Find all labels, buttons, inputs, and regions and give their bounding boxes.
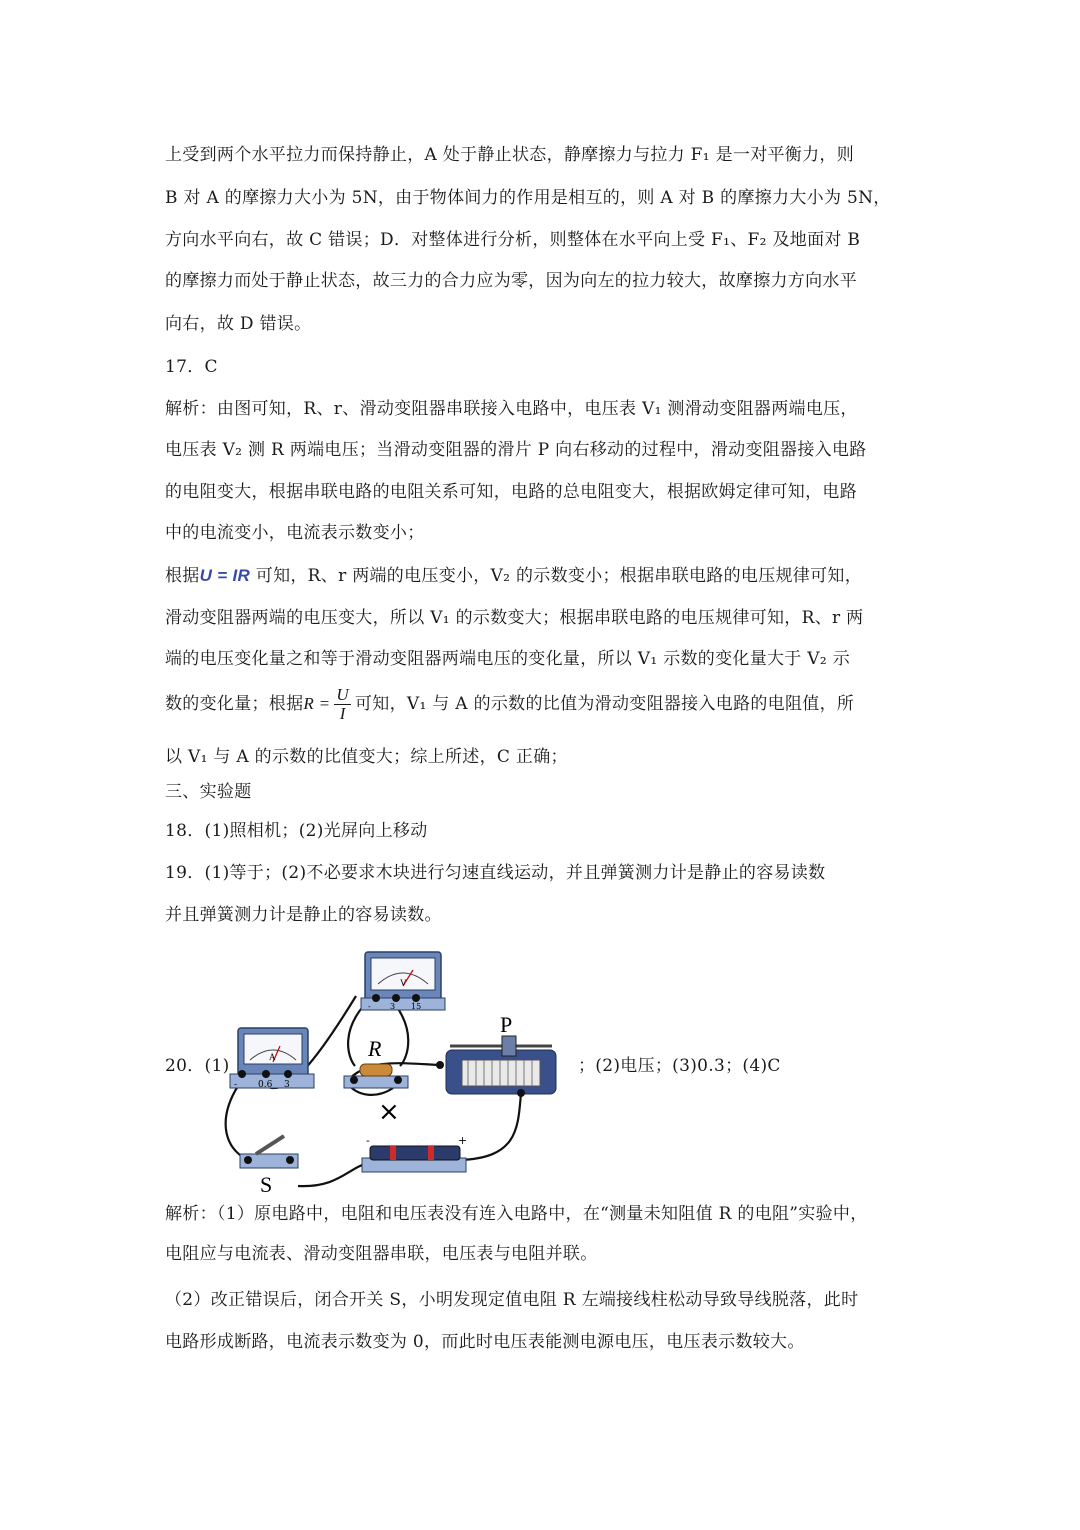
q17-line-5-pre: 根据 <box>165 566 200 586</box>
q16-line-2: B 对 A 的摩擦力大小为 5N，由于物体间力的作用是相互的，则 A 对 B 的摩擦力大小为 5N， <box>165 188 891 208</box>
q16-line-3: 方向水平向右，故 C 错误；D．对整体进行分析，则整体在水平向上受 F₁、F₂ 及地面对 B <box>165 230 861 250</box>
voltmeter-terminal-15: 15 <box>411 1002 422 1011</box>
battery-minus: - <box>366 1134 370 1147</box>
wire-battery-rheostat <box>460 1093 521 1160</box>
q18-answer: 18．(1)照相机；(2)光屏向上移动 <box>165 821 428 841</box>
resistor-label: R <box>368 1036 382 1061</box>
formula-fraction <box>334 686 351 723</box>
slider-label: P <box>500 1012 513 1037</box>
q20-explanation-1: 解析：（1）原电路中，电阻和电压表没有连入电路中，在“测量未知阻值 R 的电阻”实验中， <box>165 1204 868 1224</box>
q20-explanation-2: 电阻应与电流表、滑动变阻器串联，电压表与电阻并联。 <box>165 1244 598 1264</box>
q17-line-1: 解析：由图可知，R、r、滑动变阻器串联接入电路中，电压表 V₁ 测滑动变阻器两端电压， <box>165 399 858 419</box>
resistor <box>344 1036 408 1088</box>
q17-answer: 17．C <box>165 357 218 377</box>
q17-line-4: 中的电流变小，电流表示数变小； <box>165 523 425 543</box>
section-title: 三、实验题 <box>165 782 252 802</box>
battery-plus: + <box>458 1134 468 1147</box>
q17-line-8 <box>165 686 854 723</box>
q16-line-5: 向右，故 D 错误。 <box>165 314 312 334</box>
wire-ammeter-switch <box>226 1086 248 1160</box>
circuit-diagram <box>218 948 590 1196</box>
voltmeter-terminal-3: 3 <box>390 1002 396 1011</box>
ammeter-terminal-3: 3 <box>284 1080 290 1090</box>
q20-prefix: 20．(1) <box>165 1056 230 1076</box>
voltmeter <box>361 952 445 1011</box>
q17-line-8-post: 可知，V₁ 与 A 的示数的比值为滑动变阻器接入电路的电阻值，所 <box>355 694 855 714</box>
q17-line-3: 的电阻变大，根据串联电路的电阻关系可知，电路的总电阻变大，根据欧姆定律可知，电路 <box>165 482 857 502</box>
rheostat <box>436 1012 556 1097</box>
q19-line-2: 并且弹簧测力计是静止的容易读数。 <box>165 905 442 925</box>
q17-line-5-post: 可知，R、r 两端的电压变小，V₂ 的示数变小；根据串联电路的电压规律可知， <box>250 566 862 586</box>
fraction-denominator: I <box>339 704 346 723</box>
ammeter-terminal-06: 0.6 <box>258 1080 273 1090</box>
voltmeter-terminal-neg: - <box>368 1002 371 1011</box>
wrong-mark: × <box>378 1097 400 1127</box>
q17-line-9: 以 V₁ 与 A 的示数的比值变大；综上所述，C 正确； <box>165 747 568 767</box>
ammeter <box>230 1028 314 1090</box>
q17-line-8-pre: 数的变化量；根据 <box>165 694 304 714</box>
switch-label: S <box>260 1172 273 1196</box>
q20-suffix: ；(2)电压；(3)0.3；(4)C <box>578 1056 781 1076</box>
ammeter-terminal-neg: - <box>234 1080 238 1090</box>
voltmeter-label: V <box>400 978 407 988</box>
q20-explanation-3: （2）改正错误后，闭合开关 S，小明发现定值电阻 R 左端接线柱松动导致导线脱落，此时 <box>165 1290 859 1310</box>
q19-answer: 19．(1)等于；(2)不必要求木块进行匀速直线运动，并且弹簧测力计是静止的容易读数 <box>165 863 826 883</box>
battery <box>362 1134 467 1172</box>
q16-line-4: 的摩擦力而处于静止状态，故三力的合力应为零，因为向左的拉力较大，故摩擦力方向水平 <box>165 271 857 291</box>
q17-line-6: 滑动变阻器两端的电压变大，所以 V₁ 的示数变大；根据串联电路的电压规律可知，R、r 两 <box>165 608 864 628</box>
switch <box>240 1136 298 1196</box>
formula-r-eq: R = <box>303 694 331 713</box>
q17-line-5 <box>165 564 862 588</box>
fraction-numerator: U <box>336 685 349 704</box>
q17-line-7: 端的电压变化量之和等于滑动变阻器两端电压的变化量，所以 V₁ 示数的变化量大于 V₂ 示 <box>165 649 850 669</box>
ammeter-label: A <box>269 1052 276 1062</box>
q20-explanation-4: 电路形成断路，电流表示数变为 0，而此时电压表能测电源电压，电压表示数较大。 <box>165 1332 805 1352</box>
q17-line-2: 电压表 V₂ 测 R 两端电压；当滑动变阻器的滑片 P 向右移动的过程中，滑动变阻器接入电路 <box>165 440 867 460</box>
q16-line-1: 上受到两个水平拉力而保持静止，A 处于静止状态，静摩擦力与拉力 F₁ 是一对平衡力，则 <box>165 145 854 165</box>
wire-switch-battery <box>298 1163 368 1186</box>
formula-u-ir: U = IR <box>199 566 251 585</box>
